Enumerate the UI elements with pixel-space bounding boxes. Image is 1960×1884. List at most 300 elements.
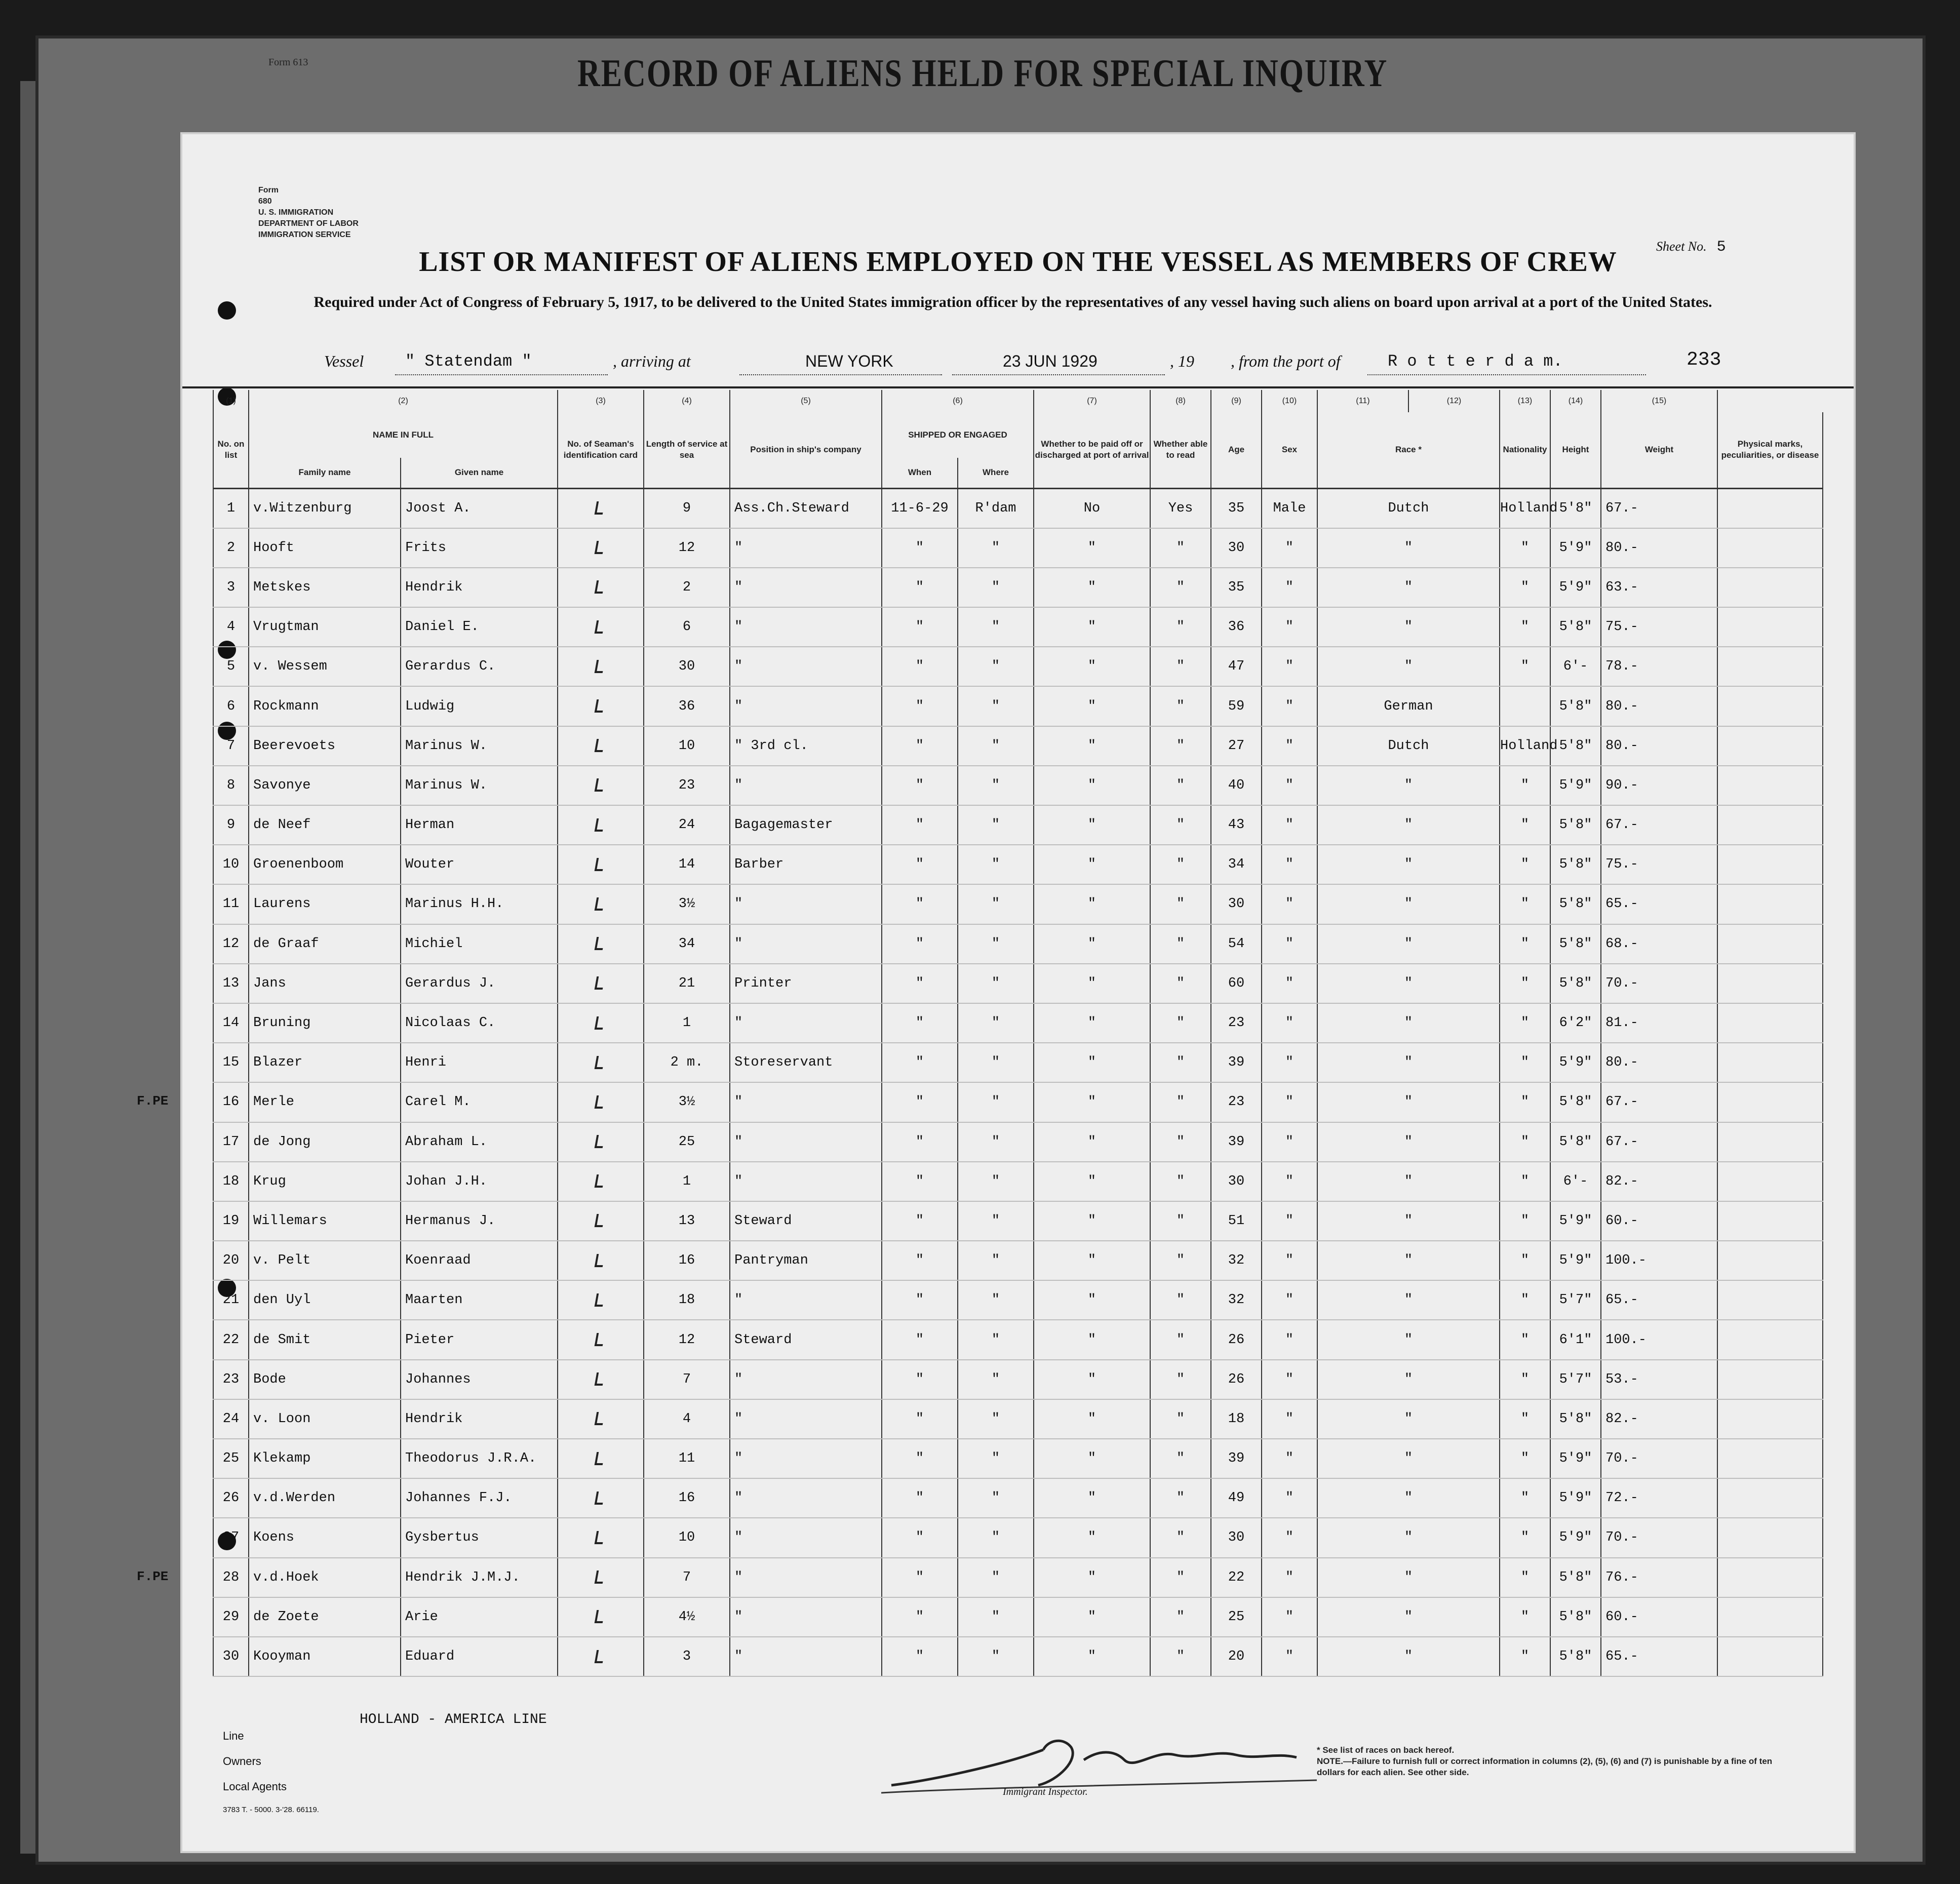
cell-where: " — [958, 528, 1034, 568]
cell-race: " — [1317, 1201, 1500, 1241]
checkmark-icon — [595, 696, 607, 712]
cell-when: " — [882, 924, 958, 964]
seaman-card-check — [558, 607, 644, 647]
cell-height: 5'8" — [1550, 845, 1601, 884]
cell-age: 26 — [1211, 1360, 1262, 1399]
seaman-card-check — [558, 1439, 644, 1478]
cell-paid: " — [1034, 1558, 1150, 1597]
cell-read: " — [1150, 1320, 1211, 1359]
cell-race: " — [1317, 924, 1500, 964]
cell-physical — [1717, 1637, 1823, 1676]
cell-physical — [1717, 1597, 1823, 1637]
cell-nat: " — [1500, 1162, 1550, 1201]
cell-sex: " — [1262, 1518, 1317, 1557]
checkmark-icon — [595, 577, 607, 593]
cell-sex: " — [1262, 568, 1317, 607]
col-family-header: Family name — [249, 458, 401, 488]
cell-height: 6'- — [1550, 647, 1601, 686]
cell-when: " — [882, 1162, 958, 1201]
cell-weight: 65.- — [1601, 1637, 1717, 1676]
cell-paid: " — [1034, 1637, 1150, 1676]
cell-race: " — [1317, 1082, 1500, 1122]
cell-position: Ass.Ch.Steward — [730, 488, 882, 528]
cell-read: " — [1150, 1280, 1211, 1320]
cell-where: " — [958, 568, 1034, 607]
col-weight-header: Weight — [1601, 412, 1717, 488]
cell-weight: 80.- — [1601, 686, 1717, 726]
cell-paid: " — [1034, 1201, 1150, 1241]
cell-position: " — [730, 647, 882, 686]
cell-paid: " — [1034, 964, 1150, 1003]
cell-weight: 70.- — [1601, 964, 1717, 1003]
cell-where: " — [958, 1399, 1034, 1439]
cell-physical — [1717, 805, 1823, 845]
cell-read: " — [1150, 884, 1211, 924]
cell-weight: 80.- — [1601, 1043, 1717, 1082]
cell-sex: " — [1262, 1162, 1317, 1201]
cell-race: " — [1317, 1043, 1500, 1082]
cell-height: 5'8" — [1550, 924, 1601, 964]
table-row — [213, 1637, 1823, 1676]
cell-read: " — [1150, 1637, 1211, 1676]
cell-sex: " — [1262, 607, 1317, 647]
cell-family: Krug — [249, 1162, 401, 1201]
cell-height: 5'9" — [1550, 1478, 1601, 1518]
cell-family: de Smit — [249, 1320, 401, 1359]
cell-race: " — [1317, 1003, 1500, 1043]
cell-where: " — [958, 686, 1034, 726]
cell-age: 32 — [1211, 1280, 1262, 1320]
seaman-card-check — [558, 1082, 644, 1122]
cell-where: " — [958, 726, 1034, 766]
cell-when: " — [882, 845, 958, 884]
cell-weight: 68.- — [1601, 924, 1717, 964]
cell-nat: " — [1500, 647, 1550, 686]
cell-age: 22 — [1211, 1558, 1262, 1597]
cell-no: 27 — [213, 1518, 249, 1557]
cell-nat: " — [1500, 1280, 1550, 1320]
seaman-card-check — [558, 1518, 644, 1557]
cell-where: " — [958, 1082, 1034, 1122]
cell-physical — [1717, 845, 1823, 884]
cell-service: 11 — [644, 1439, 730, 1478]
cell-physical — [1717, 686, 1823, 726]
cell-when: " — [882, 1241, 958, 1280]
cell-read: " — [1150, 1082, 1211, 1122]
cell-position: Storeservant — [730, 1043, 882, 1082]
cell-sex: " — [1262, 805, 1317, 845]
cell-read: " — [1150, 647, 1211, 686]
table-row — [213, 1360, 1823, 1399]
cell-weight: 67.- — [1601, 1082, 1717, 1122]
cell-nat: " — [1500, 1558, 1550, 1597]
cell-given: Nicolaas C. — [401, 1003, 558, 1043]
cell-position: " — [730, 1558, 882, 1597]
cell-when: " — [882, 1558, 958, 1597]
col-given-header: Given name — [401, 458, 558, 488]
cell-physical — [1717, 1320, 1823, 1359]
cell-given: Gysbertus — [401, 1518, 558, 1557]
col-position-header: Position in ship's company — [730, 412, 882, 488]
checkmark-icon — [595, 1607, 607, 1622]
cell-age: 51 — [1211, 1201, 1262, 1241]
cell-sex: " — [1262, 1439, 1317, 1478]
line-value: HOLLAND - AMERICA LINE — [360, 1712, 547, 1728]
cell-sex: " — [1262, 1043, 1317, 1082]
manifest-table — [213, 390, 1823, 1677]
checkmark-icon — [595, 1171, 607, 1187]
cell-when: " — [882, 1597, 958, 1637]
cell-service: 30 — [644, 647, 730, 686]
cell-nat: " — [1500, 1360, 1550, 1399]
cell-race: " — [1317, 1558, 1500, 1597]
cell-given: Marinus W. — [401, 726, 558, 766]
sheet-number: Sheet No. 5 — [1656, 239, 1726, 256]
col-paid-header: Whether to be paid off or discharged at port of arrival — [1034, 412, 1150, 488]
cell-given: Daniel E. — [401, 607, 558, 647]
cell-weight: 67.- — [1601, 1122, 1717, 1162]
seaman-card-check — [558, 1122, 644, 1162]
cell-family: Kooyman — [249, 1637, 401, 1676]
cell-age: 25 — [1211, 1597, 1262, 1637]
cell-race: " — [1317, 1320, 1500, 1359]
cell-position: " — [730, 1439, 882, 1478]
cell-family: Klekamp — [249, 1439, 401, 1478]
checkmark-icon — [595, 1369, 607, 1385]
cell-physical — [1717, 1439, 1823, 1478]
cell-given: Carel M. — [401, 1082, 558, 1122]
cell-paid: " — [1034, 1003, 1150, 1043]
cell-when: 11-6-29 — [882, 488, 958, 528]
cell-service: 10 — [644, 726, 730, 766]
cell-family: Jans — [249, 964, 401, 1003]
cell-age: 32 — [1211, 1241, 1262, 1280]
cell-weight: 65.- — [1601, 1280, 1717, 1320]
col-read-header: Whether able to read — [1150, 412, 1211, 488]
cell-race: " — [1317, 1399, 1500, 1439]
cell-physical — [1717, 964, 1823, 1003]
cell-sex: " — [1262, 766, 1317, 805]
cell-read: " — [1150, 1043, 1211, 1082]
cell-weight: 63.- — [1601, 568, 1717, 607]
cell-nat: " — [1500, 1637, 1550, 1676]
agents-label: Local Agents — [223, 1780, 287, 1793]
cell-position: " — [730, 1360, 882, 1399]
cell-nat: " — [1500, 1320, 1550, 1359]
col-shipped-header: SHIPPED OR ENGAGED — [882, 412, 1034, 458]
cell-nat: " — [1500, 1241, 1550, 1280]
cell-family: v. Pelt — [249, 1241, 401, 1280]
cell-when: " — [882, 568, 958, 607]
checkmark-icon — [595, 657, 607, 672]
cell-no: 1 — [213, 488, 249, 528]
cell-service: 25 — [644, 1122, 730, 1162]
cell-height: 5'9" — [1550, 1439, 1601, 1478]
cell-physical — [1717, 1043, 1823, 1082]
cell-height: 5'9" — [1550, 1201, 1601, 1241]
cell-no: 16 — [213, 1082, 249, 1122]
cell-no: 20 — [213, 1241, 249, 1280]
cell-paid: No — [1034, 488, 1150, 528]
cell-sex: " — [1262, 1320, 1317, 1359]
cell-read: " — [1150, 1478, 1211, 1518]
cell-given: Marinus W. — [401, 766, 558, 805]
cell-weight: 100.- — [1601, 1320, 1717, 1359]
cell-no: 6 — [213, 686, 249, 726]
cell-sex: " — [1262, 647, 1317, 686]
col-service-header: Length of service at sea — [644, 412, 730, 488]
table-row — [213, 845, 1823, 884]
checkmark-icon — [595, 1528, 607, 1543]
cell-read: " — [1150, 1518, 1211, 1557]
cell-height: 6'- — [1550, 1162, 1601, 1201]
cell-sex: " — [1262, 1201, 1317, 1241]
cell-race: " — [1317, 845, 1500, 884]
cell-service: 16 — [644, 1478, 730, 1518]
cell-race: " — [1317, 1439, 1500, 1478]
cell-position: " — [730, 884, 882, 924]
cell-family: de Neef — [249, 805, 401, 845]
cell-family: v.d.Hoek — [249, 1558, 401, 1597]
table-row — [213, 884, 1823, 924]
cell-when: " — [882, 528, 958, 568]
cell-sex: " — [1262, 1241, 1317, 1280]
cell-no: 14 — [213, 1003, 249, 1043]
cell-position: Barber — [730, 845, 882, 884]
cell-where: " — [958, 1637, 1034, 1676]
cell-family: den Uyl — [249, 1280, 401, 1320]
cell-read: " — [1150, 1122, 1211, 1162]
cell-race: German — [1317, 686, 1500, 726]
cell-paid: " — [1034, 1122, 1150, 1162]
col-when-header: When — [882, 458, 958, 488]
cell-physical — [1717, 1201, 1823, 1241]
cell-age: 39 — [1211, 1122, 1262, 1162]
cell-nat: " — [1500, 1399, 1550, 1439]
cell-no: 19 — [213, 1201, 249, 1241]
cell-where: " — [958, 1518, 1034, 1557]
table-row — [213, 726, 1823, 766]
col-age-header: Age — [1211, 412, 1262, 488]
cell-no: 13 — [213, 964, 249, 1003]
checkmark-icon — [595, 538, 607, 553]
binder-hole — [218, 301, 236, 320]
cell-given: Johannes — [401, 1360, 558, 1399]
cell-given: Koenraad — [401, 1241, 558, 1280]
cell-service: 24 — [644, 805, 730, 845]
cell-nat: " — [1500, 528, 1550, 568]
seaman-card-check — [558, 766, 644, 805]
cell-nat: " — [1500, 1201, 1550, 1241]
cell-given: Hermanus J. — [401, 1201, 558, 1241]
cell-race: " — [1317, 1241, 1500, 1280]
cell-read: " — [1150, 1399, 1211, 1439]
cell-height: 5'8" — [1550, 884, 1601, 924]
table-row — [213, 1201, 1823, 1241]
seaman-card-check — [558, 1558, 644, 1597]
cell-weight: 76.- — [1601, 1558, 1717, 1597]
cell-service: 9 — [644, 488, 730, 528]
cell-sex: " — [1262, 1280, 1317, 1320]
cell-age: 43 — [1211, 805, 1262, 845]
cell-where: " — [958, 884, 1034, 924]
seaman-card-check — [558, 805, 644, 845]
cell-physical — [1717, 568, 1823, 607]
cell-weight: 60.- — [1601, 1597, 1717, 1637]
cell-when: " — [882, 1043, 958, 1082]
cell-age: 35 — [1211, 568, 1262, 607]
page-subtitle: Required under Act of Congress of February 5, 1917, to be delivered to the United States immigration officer by the representatives of any vessel having such aliens on board upon arrival at a port of the United States. — [313, 294, 1712, 310]
cell-when: " — [882, 884, 958, 924]
checkmark-icon — [595, 934, 607, 949]
checkmark-icon — [595, 894, 607, 910]
cell-when: " — [882, 1360, 958, 1399]
cell-height: 5'9" — [1550, 1241, 1601, 1280]
cell-weight: 82.- — [1601, 1399, 1717, 1439]
cell-service: 14 — [644, 845, 730, 884]
cell-read: " — [1150, 766, 1211, 805]
cell-given: Herman — [401, 805, 558, 845]
checkmark-icon — [595, 1211, 607, 1226]
footer-note: * See list of races on back hereof. NOTE.—Failure to furnish full or correct information in columns (2), (5), (6) and (7) is punishable by a fine of ten dollars for each alien. See other side. — [1317, 1745, 1773, 1777]
cell-service: 13 — [644, 1201, 730, 1241]
cell-given: Wouter — [401, 845, 558, 884]
line-label: Line — [223, 1730, 244, 1742]
inspector-label: Immigrant Inspector. — [1003, 1786, 1088, 1797]
seaman-card-check — [558, 1637, 644, 1676]
cell-nat — [1500, 686, 1550, 726]
arrival-date: 23 JUN 1929 — [1003, 352, 1097, 370]
cell-position: " — [730, 1162, 882, 1201]
checkmark-icon — [595, 1488, 607, 1504]
checkmark-icon — [595, 1013, 607, 1029]
seaman-card-check — [558, 1399, 644, 1439]
cell-service: 4 — [644, 1399, 730, 1439]
cell-sex: " — [1262, 1360, 1317, 1399]
cell-family: Hooft — [249, 528, 401, 568]
cell-service: 16 — [644, 1241, 730, 1280]
cell-no: 29 — [213, 1597, 249, 1637]
cell-given: Abraham L. — [401, 1122, 558, 1162]
cell-age: 18 — [1211, 1399, 1262, 1439]
cell-age: 39 — [1211, 1043, 1262, 1082]
cell-given: Johan J.H. — [401, 1162, 558, 1201]
seaman-card-check — [558, 1478, 644, 1518]
year-label: , 19 — [1170, 352, 1194, 370]
table-row — [213, 1162, 1823, 1201]
vessel-line — [182, 349, 1854, 382]
cell-sex: " — [1262, 1122, 1317, 1162]
cell-weight: 80.- — [1601, 726, 1717, 766]
cell-nat: " — [1500, 568, 1550, 607]
cell-race: " — [1317, 805, 1500, 845]
cell-physical — [1717, 884, 1823, 924]
cell-age: 49 — [1211, 1478, 1262, 1518]
cell-age: 30 — [1211, 884, 1262, 924]
cell-family: Savonye — [249, 766, 401, 805]
cell-where: " — [958, 1241, 1034, 1280]
checkmark-icon — [595, 736, 607, 751]
cell-position: " — [730, 924, 882, 964]
cell-weight: 81.- — [1601, 1003, 1717, 1043]
cell-family: Groenenboom — [249, 845, 401, 884]
cell-family: v.d.Werden — [249, 1478, 401, 1518]
cell-weight: 70.- — [1601, 1439, 1717, 1478]
table-row — [213, 1082, 1823, 1122]
seaman-card-check — [558, 1360, 644, 1399]
cell-when: " — [882, 1122, 958, 1162]
cell-read: " — [1150, 726, 1211, 766]
cell-where: " — [958, 1043, 1034, 1082]
cell-when: " — [882, 1082, 958, 1122]
arriving-label: , arriving at — [613, 352, 691, 370]
cell-sex: " — [1262, 964, 1317, 1003]
cell-service: 23 — [644, 766, 730, 805]
checkmark-icon — [595, 973, 607, 989]
cell-when: " — [882, 766, 958, 805]
cell-age: 35 — [1211, 488, 1262, 528]
cell-age: 23 — [1211, 1003, 1262, 1043]
cell-read: " — [1150, 528, 1211, 568]
cell-nat: " — [1500, 924, 1550, 964]
cell-no: 28 — [213, 1558, 249, 1597]
cell-service: 36 — [644, 686, 730, 726]
cell-read: " — [1150, 1201, 1211, 1241]
cell-position: " — [730, 1082, 882, 1122]
cell-age: 30 — [1211, 528, 1262, 568]
cell-no: 10 — [213, 845, 249, 884]
cell-when: " — [882, 1478, 958, 1518]
cell-paid: " — [1034, 766, 1150, 805]
cell-height: 5'9" — [1550, 1043, 1601, 1082]
cell-height: 5'7" — [1550, 1360, 1601, 1399]
cell-position: " 3rd cl. — [730, 726, 882, 766]
cell-position: " — [730, 607, 882, 647]
cell-given: Theodorus J.R.A. — [401, 1439, 558, 1478]
cell-service: 1 — [644, 1003, 730, 1043]
seaman-card-check — [558, 647, 644, 686]
cell-paid: " — [1034, 1280, 1150, 1320]
cell-paid: " — [1034, 726, 1150, 766]
margin-annotation: F.PE — [137, 1569, 169, 1584]
cell-service: 2 — [644, 568, 730, 607]
cell-age: 30 — [1211, 1162, 1262, 1201]
cell-where: " — [958, 1122, 1034, 1162]
cell-paid: " — [1034, 528, 1150, 568]
cell-where: " — [958, 1320, 1034, 1359]
cell-physical — [1717, 1280, 1823, 1320]
cell-height: 5'9" — [1550, 528, 1601, 568]
checkmark-icon — [595, 855, 607, 870]
cell-given: Henri — [401, 1043, 558, 1082]
cell-given: Arie — [401, 1597, 558, 1637]
cell-paid: " — [1034, 1162, 1150, 1201]
cell-race: " — [1317, 528, 1500, 568]
cell-no: 23 — [213, 1360, 249, 1399]
cell-no: 5 — [213, 647, 249, 686]
cell-service: 1 — [644, 1162, 730, 1201]
cell-when: " — [882, 1439, 958, 1478]
col-height-header: Height — [1550, 412, 1601, 488]
cell-position: " — [730, 528, 882, 568]
cell-sex: " — [1262, 1597, 1317, 1637]
cell-age: 59 — [1211, 686, 1262, 726]
seaman-card-check — [558, 686, 644, 726]
cell-given: Joost A. — [401, 488, 558, 528]
cell-given: Michiel — [401, 924, 558, 964]
cell-no: 11 — [213, 884, 249, 924]
cell-read: " — [1150, 1003, 1211, 1043]
